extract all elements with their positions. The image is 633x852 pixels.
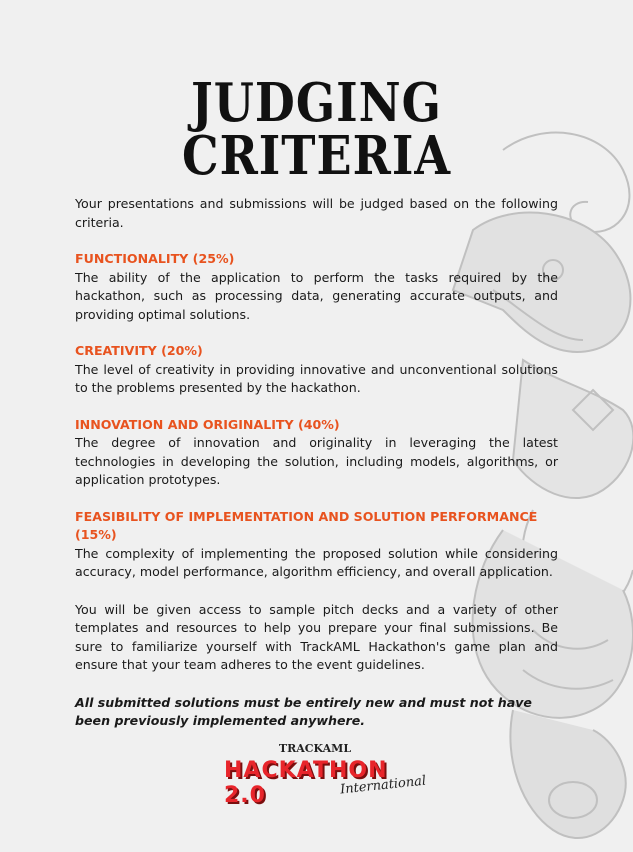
submission-note: All submitted solutions must be entirely new and must not have been previously implemented anywhere. <box>75 694 532 728</box>
content-column <box>75 0 558 731</box>
closing-paragraph: You will be given access to sample pitch decks and a variety of other templates and resources to help you prepare your final submissions. Be sure to familiarize yourself with TrackAML Hackathon's game plan and ensure that your team adheres to the event guidelines. <box>75 601 558 672</box>
hackathon-logo <box>222 742 427 808</box>
criterion-innovation <box>75 416 558 490</box>
criterion-body: The ability of the application to perform the tasks required by the hackathon, such as processing data, generating accurate outputs, and providing optimal solutions. <box>75 269 558 322</box>
criterion-heading: CREATIVITY (20%) <box>75 343 203 358</box>
criterion-feasibility <box>75 508 558 582</box>
criterion-functionality <box>75 250 558 324</box>
criterion-body: The level of creativity in providing innovative and unconventional solutions to the problems presented by the hackathon. <box>75 361 558 395</box>
criterion-heading: INNOVATION AND ORIGINALITY (40%) <box>75 416 340 432</box>
criterion-body: The complexity of implementing the proposed solution while considering accuracy, model performance, algorithm efficiency, and overall application. <box>75 545 558 579</box>
criterion-heading: FEASIBILITY OF IMPLEMENTATION AND SOLUTION PERFORMANCE (15%) <box>75 508 538 542</box>
logo-trackaml-text: TRACKAML <box>278 742 352 755</box>
logo-hackathon-text: HACKATHON 2.0 <box>224 758 388 808</box>
logo-international-text: International <box>339 773 427 798</box>
page-title: JUDGING CRITERIA <box>181 71 452 187</box>
criterion-creativity <box>75 342 558 398</box>
intro-paragraph: Your presentations and submissions will be judged based on the following criteria. <box>75 196 558 230</box>
criterion-body: The degree of innovation and originality in leveraging the latest technologies in developing the solution, including models, algorithms, or application prototypes. <box>75 435 558 487</box>
criterion-heading: FUNCTIONALITY (25%) <box>75 251 235 266</box>
